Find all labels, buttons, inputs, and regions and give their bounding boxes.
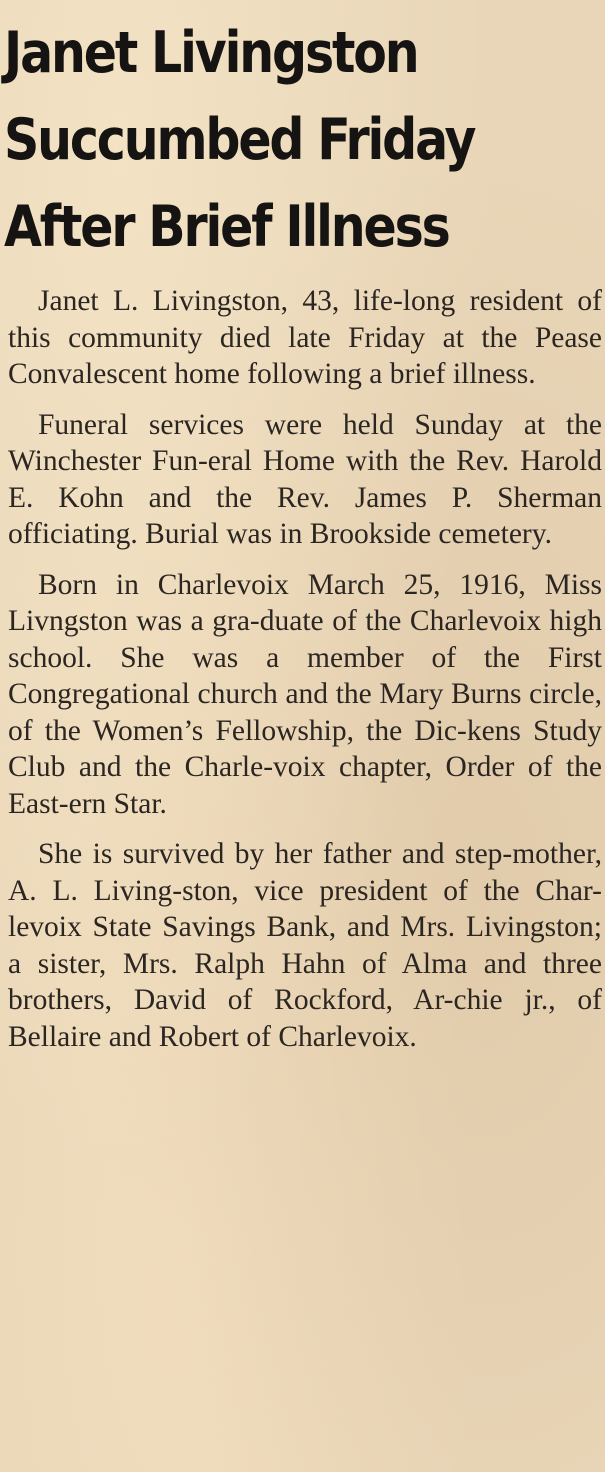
article-paragraph-4: She is survived by her father and step-mother, A. L. Living-ston, vice president of the Char-levoix State Savings Bank, and Mrs. Livingston; a sister, Mrs. Ralph Hahn of Alma and three brothers, David of Rockford, Ar-chie jr., of Bellaire and Robert of Charlevoix. <box>8 838 602 1053</box>
headline-line-1: Janet Livingston <box>4 20 418 86</box>
headline <box>4 10 516 271</box>
article-paragraph-1: Janet L. Livingston, 43, life-long resident of this community died late Friday at the Pease Convalescent home following a brief illness. <box>8 285 602 390</box>
headline-line-2: Succumbed Friday <box>4 107 475 173</box>
article-body <box>8 283 602 1055</box>
article-paragraph-2: Funeral services were held Sunday at the Winchester Fun-eral Home with the Rev. Harold E. Kohn and the Rev. James P. Sherman officiating. Burial was in Brookside cemetery. <box>8 408 602 550</box>
article-paragraph-3: Born in Charlevoix March 25, 1916, Miss Livngston was a gra-duate of the Charlevoix high school. She was a member of the First Congregational church and the Mary Burns circle, of the Women’s Fellowship, the Dic-kens Study Club and the Charle-voix chapter, Order of the East-ern Star. <box>8 568 602 820</box>
headline-line-3: After Brief Illness <box>4 194 449 260</box>
